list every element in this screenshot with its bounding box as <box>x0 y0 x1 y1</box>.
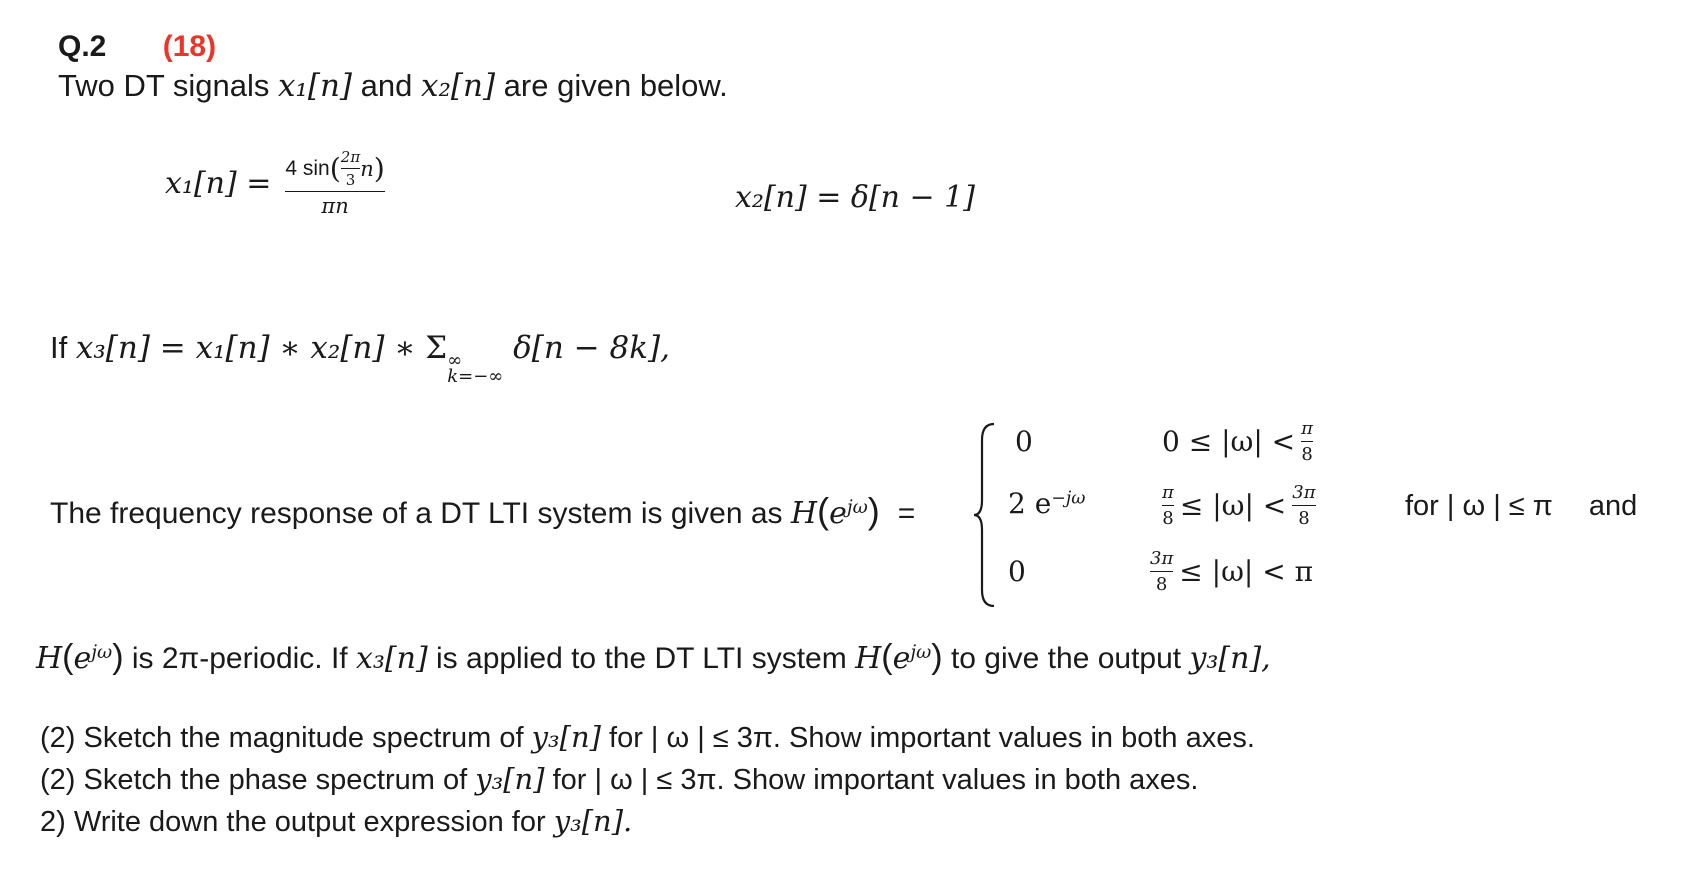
x2-symbol: x₂[n] <box>420 68 496 104</box>
case-1-rhs-bar <box>1301 441 1313 442</box>
intro-text-a: Two DT signals <box>58 68 278 103</box>
eq1-fraction-bar <box>285 191 384 192</box>
case-3-lhs-frac <box>1150 548 1173 595</box>
intro-and: and <box>352 68 421 103</box>
case-2-lhs-frac <box>1162 482 1174 529</box>
question-header <box>58 30 216 64</box>
periodic-H: H <box>36 641 63 676</box>
eq1-lhs: x₁[n] = <box>165 165 272 201</box>
intro-line <box>58 68 728 104</box>
periodic-paren-open: ( <box>62 638 74 676</box>
case-2-value <box>1008 487 1085 520</box>
task-2-suffix: for | ω | ≤ 3π. Show important values in both axes. <box>544 764 1199 796</box>
equation-x3 <box>50 330 670 385</box>
periodic-paren-open-2: ( <box>881 638 893 676</box>
periodic-e: e <box>73 641 92 676</box>
intro-text-b: are given below. <box>495 68 728 103</box>
periodic-text-b: is applied to the DT LTI system <box>427 642 856 675</box>
eq1-inner-den: 3 <box>345 171 356 189</box>
case-2-lhs-num: π <box>1162 482 1174 503</box>
eq1-num-sin: 4 sin <box>285 156 330 180</box>
periodic-exp: jω <box>91 641 113 663</box>
eq1-inner-fraction <box>341 148 360 189</box>
case-2-rhs-den: 8 <box>1298 508 1310 529</box>
eq1-fraction <box>285 148 384 218</box>
eq3-sum-sub: k=−∞ <box>447 366 504 387</box>
case-1-rhs-num: π <box>1301 418 1313 439</box>
periodic-paren-close: ) <box>112 638 124 676</box>
periodic-x3: x₃[n] <box>355 641 428 676</box>
case-2-exp: −jω <box>1051 488 1086 509</box>
freq-exp: jω <box>846 496 868 518</box>
eq1-inner-bar <box>341 168 360 169</box>
freq-condition <box>1405 490 1637 523</box>
periodic-paren-close-2: ) <box>931 638 943 676</box>
task-1-y3: y₃[n] <box>531 720 601 754</box>
case-2-range <box>1162 482 1316 529</box>
case-1-range <box>1162 418 1313 465</box>
freq-e: e <box>829 496 847 531</box>
freq-equals: = <box>897 497 916 530</box>
freq-paren-open: ( <box>817 490 830 531</box>
task-3-y3: y₃[n]. <box>553 804 633 838</box>
eq2-text: x₂[n] = δ[n − 1] <box>735 180 975 215</box>
task-3-prefix: 2) Write down the output expression for <box>40 806 554 838</box>
case-2-lhs-bar <box>1162 505 1174 506</box>
eq3-sum-sup: ∞ <box>447 350 463 371</box>
eq3-sum-limits <box>447 350 504 387</box>
case-3-lhs-bar <box>1150 571 1173 572</box>
periodic-e2: e <box>892 641 911 676</box>
task-2-prefix: (2) Sketch the phase spectrum of <box>40 764 476 796</box>
periodic-text-c: to give the output <box>942 642 1190 675</box>
freq-intro-text: The frequency response of a DT LTI system is given as <box>50 497 791 530</box>
eq1-inner-num: 2π <box>340 148 361 166</box>
eq1-paren-open: ( <box>329 152 341 185</box>
case-1-value: 0 <box>1015 425 1033 458</box>
case-3-value: 0 <box>1008 555 1026 588</box>
task-1 <box>40 720 1255 755</box>
eq1-paren-close: ) <box>373 152 385 185</box>
case-1-range-lhs: 0 ≤ |ω| < <box>1162 425 1296 458</box>
eq1-num-n: n <box>360 156 374 181</box>
case-2-rhs-bar <box>1292 505 1315 506</box>
periodic-line <box>36 638 1271 677</box>
case-2-range-mid: ≤ |ω| < <box>1179 489 1287 522</box>
condition-and: and <box>1588 490 1638 522</box>
case-2-lhs-den: 8 <box>1162 508 1174 529</box>
case-3-range-mid: ≤ |ω| < π <box>1179 555 1314 588</box>
periodic-y3: y₃[n], <box>1189 641 1271 676</box>
case-2-rhs-num: 3π <box>1292 482 1316 503</box>
case-2-rhs-frac <box>1292 482 1315 529</box>
periodic-exp2: jω <box>910 641 932 663</box>
eq1-numerator <box>285 148 384 189</box>
case-2-base: 2 e <box>1008 487 1052 520</box>
eq3-if: If <box>50 330 76 365</box>
question-number: Q.2 <box>58 30 107 63</box>
equation-x1 <box>165 148 385 218</box>
freq-response-intro <box>50 490 915 532</box>
x1-symbol: x₁[n] <box>277 68 353 104</box>
eq3-lhs: x₃[n] = x₁[n] ∗ x₂[n] ∗ <box>75 330 426 366</box>
task-1-suffix: for | ω | ≤ 3π. Show important values in both axes. <box>600 722 1255 754</box>
eq1-denominator: πn <box>321 194 349 218</box>
task-3 <box>40 804 632 839</box>
equation-x2 <box>735 180 975 215</box>
condition-text: for | ω | ≤ π <box>1405 490 1553 522</box>
periodic-text-a: is 2π-periodic. If <box>123 642 356 675</box>
case-1-range-frac <box>1301 418 1313 465</box>
cases-brace <box>970 420 1000 610</box>
question-marks: (18) <box>162 30 217 63</box>
periodic-H2: H <box>855 641 882 676</box>
case-3-lhs-den: 8 <box>1155 574 1168 595</box>
freq-H: H <box>790 496 818 531</box>
freq-paren-close: ) <box>867 490 880 531</box>
task-2 <box>40 762 1198 797</box>
case-1-rhs-den: 8 <box>1301 444 1313 465</box>
task-1-prefix: (2) Sketch the magnitude spectrum of <box>40 722 532 754</box>
case-3-lhs-num: 3π <box>1150 548 1174 569</box>
task-2-y3: y₃[n] <box>475 762 545 796</box>
case-3-range <box>1150 548 1313 595</box>
eq3-tail: δ[n − 8k], <box>503 330 670 366</box>
eq3-sum: Σ <box>425 330 448 366</box>
